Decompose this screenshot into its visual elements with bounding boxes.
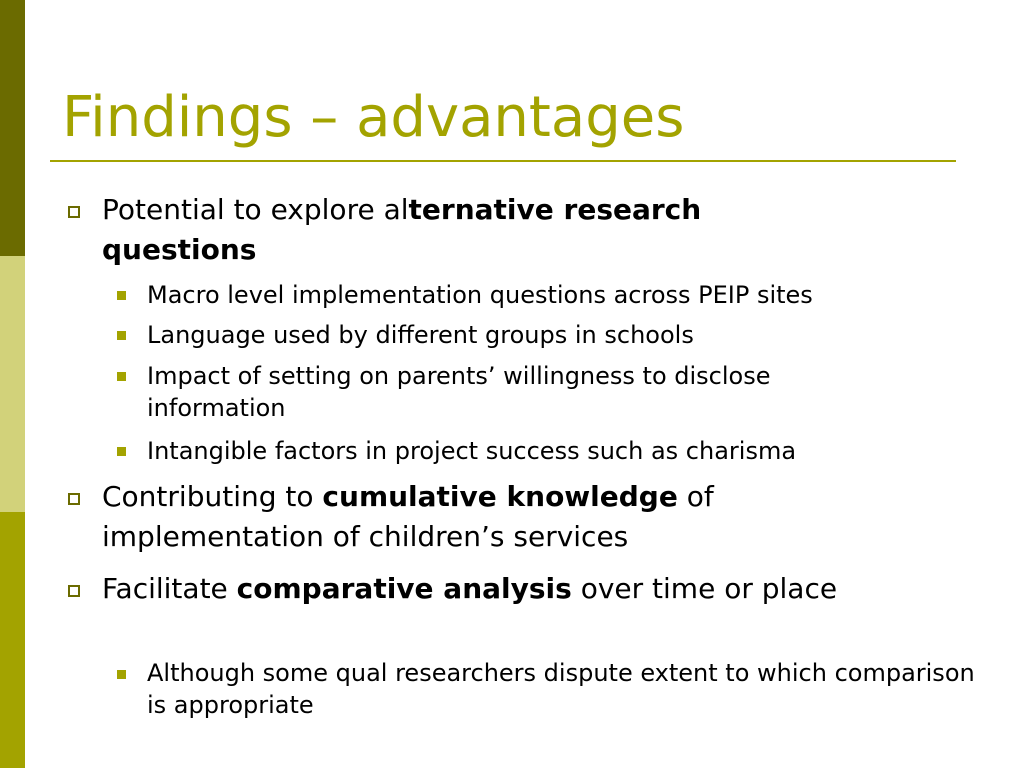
bullet-text-bold: cumulative knowledge [322,480,678,513]
sub-bullet-language: Language used by different groups in schools [147,321,694,349]
bullet-text-post: over time or place [571,572,838,605]
filled-bullet-icon [117,447,126,456]
sidebar-band-top [0,0,25,256]
sidebar-band-middle [0,256,25,512]
slide-title: Findings – advantages [62,85,685,150]
square-bullet-icon [68,493,80,505]
filled-bullet-icon [117,331,126,340]
filled-bullet-icon [117,372,126,381]
square-bullet-icon [68,585,80,597]
bullet-text-post: of implementation of children’s services [102,480,714,553]
bullet-text-pre: Contributing to [102,480,323,513]
sub-bullet-impact-of-setting: Impact of setting on parents’ willingness to disclose information [147,362,771,422]
sub-bullet-macro-level: Macro level implementation questions across PEIP sites [147,281,813,309]
filled-bullet-icon [117,291,126,300]
bullet-text-pre: Potential to explore al [102,193,409,226]
sidebar-band-bottom [0,512,25,768]
bullet-comparative-analysis [102,569,922,609]
filled-bullet-icon [117,670,126,679]
bullet-text-bold: ternative research questions [102,193,702,266]
bullet-text-bold: comparative analysis [236,572,572,605]
bullet-cumulative-knowledge [102,477,882,557]
sub-bullet-intangible-factors: Intangible factors in project success such as charisma [147,437,797,465]
square-bullet-icon [68,206,80,218]
bullet-alternative-research [102,190,862,270]
sub-bullet-qual-researchers: Although some qual researchers dispute extent to which comparison is appropriate [147,659,975,719]
bullet-text-pre: Facilitate [102,572,237,605]
title-divider [50,160,956,162]
